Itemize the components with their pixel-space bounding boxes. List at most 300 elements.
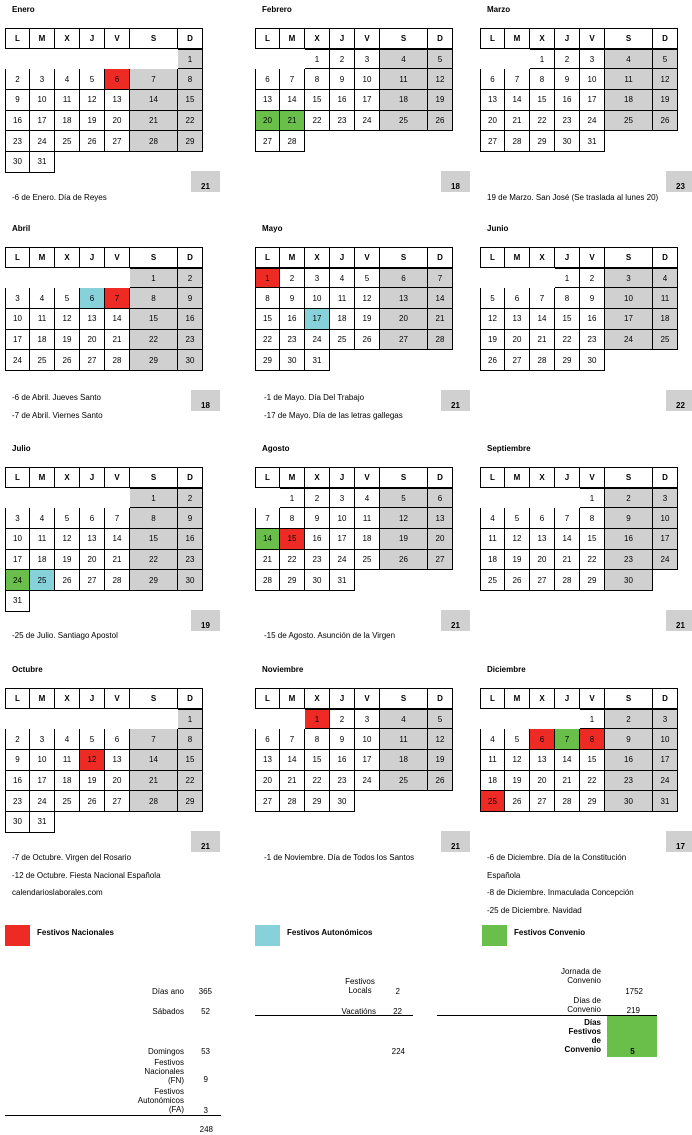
sabados-label: Sábados [152, 1007, 184, 1016]
weekday-header: V [355, 467, 380, 488]
day-cell: 21 [255, 550, 280, 571]
weekday-header: M [280, 688, 305, 709]
day-cell: 18 [380, 90, 428, 111]
month-grid [5, 247, 203, 371]
weekday-header: X [530, 467, 555, 488]
weekday-header: X [55, 688, 80, 709]
weekday-header: S [130, 467, 178, 488]
weekday-header: D [653, 247, 678, 268]
day-cell: 29 [255, 350, 280, 371]
empty-cell [30, 49, 55, 70]
day-cell: 27 [530, 791, 555, 812]
empty-cell [505, 709, 530, 730]
day-cell: 1 [555, 268, 580, 289]
weekday-header: V [105, 247, 130, 268]
holiday-note: -7 de Octubre. Virgen del Rosario [12, 853, 132, 862]
day-cell: 22 [305, 111, 330, 132]
vacaciones-value: 22 [393, 1007, 402, 1016]
day-cell: 22 [580, 771, 605, 792]
day-cell: 23 [605, 771, 653, 792]
day-cell: 6 [530, 729, 555, 750]
day-cell: 14 [530, 309, 555, 330]
day-cell: 20 [255, 111, 280, 132]
day-cell: 21 [130, 111, 178, 132]
weekday-header: D [653, 467, 678, 488]
weekday-header: L [5, 688, 30, 709]
day-cell: 11 [653, 288, 678, 309]
day-cell: 12 [428, 729, 453, 750]
day-cell: 7 [130, 729, 178, 750]
day-cell: 18 [55, 771, 80, 792]
day-cell: 8 [305, 69, 330, 90]
day-cell: 11 [380, 729, 428, 750]
weekday-header: X [55, 247, 80, 268]
day-cell: 15 [305, 90, 330, 111]
day-cell: 26 [480, 350, 505, 371]
weekday-header: X [55, 28, 80, 49]
weekday-header: J [80, 467, 105, 488]
day-cell: 13 [255, 750, 280, 771]
day-cell: 24 [305, 330, 330, 351]
weekday-header: M [30, 28, 55, 49]
day-cell: 30 [5, 812, 30, 833]
month-title: Marzo [487, 5, 511, 14]
day-cell: 28 [555, 570, 580, 591]
day-cell: 16 [330, 90, 355, 111]
day-cell: 12 [505, 529, 530, 550]
day-cell: 25 [355, 550, 380, 571]
month-grid [5, 467, 203, 612]
day-cell: 20 [105, 111, 130, 132]
day-cell: 1 [530, 49, 555, 70]
empty-cell [480, 49, 505, 70]
month-grid [5, 688, 203, 833]
day-cell: 17 [30, 771, 55, 792]
day-cell: 2 [605, 709, 653, 730]
day-cell: 21 [105, 330, 130, 351]
day-cell: 21 [428, 309, 453, 330]
weekday-header: S [605, 247, 653, 268]
day-cell: 30 [305, 570, 330, 591]
day-cell: 19 [55, 330, 80, 351]
holiday-note: -8 de Diciembre. Inmaculada Concepción [487, 888, 634, 897]
day-cell: 3 [305, 268, 330, 289]
fest-conv-label: Días Festivos de Convenio [564, 1018, 601, 1054]
day-cell: 12 [55, 309, 80, 330]
day-cell: 26 [80, 131, 105, 152]
day-cell: 5 [355, 268, 380, 289]
fn-label: Festivos Nacionales (FN) [144, 1058, 184, 1085]
empty-cell [530, 268, 555, 289]
day-cell: 9 [178, 508, 203, 529]
day-cell: 16 [280, 309, 305, 330]
day-cell: 31 [5, 591, 30, 612]
day-cell: 17 [580, 90, 605, 111]
day-cell: 10 [355, 69, 380, 90]
empty-cell [505, 49, 530, 70]
empty-cell [130, 49, 178, 70]
day-cell: 23 [5, 791, 30, 812]
weekday-header: V [105, 28, 130, 49]
weekday-header: L [480, 247, 505, 268]
day-cell: 16 [605, 529, 653, 550]
day-cell: 30 [178, 570, 203, 591]
month-grid [5, 28, 203, 173]
month-working-days-total: 21 [191, 831, 220, 852]
day-cell: 23 [330, 771, 355, 792]
month-grid [480, 467, 678, 591]
day-cell: 9 [605, 508, 653, 529]
day-cell: 10 [30, 90, 55, 111]
holiday-note: -25 de Diciembre. Navidad [487, 905, 582, 915]
day-cell: 3 [355, 49, 380, 70]
day-cell: 8 [280, 508, 305, 529]
empty-cell [280, 49, 305, 70]
weekday-header: S [380, 28, 428, 49]
day-cell: 22 [255, 330, 280, 351]
day-cell: 14 [555, 529, 580, 550]
day-cell: 24 [355, 771, 380, 792]
weekday-header: J [330, 688, 355, 709]
day-cell: 8 [178, 729, 203, 750]
day-cell: 4 [380, 49, 428, 70]
day-cell: 29 [580, 791, 605, 812]
day-cell: 23 [330, 111, 355, 132]
day-cell: 20 [530, 550, 555, 571]
day-cell: 30 [605, 791, 653, 812]
day-cell: 16 [330, 750, 355, 771]
day-cell: 15 [255, 309, 280, 330]
day-cell: 24 [653, 550, 678, 571]
day-cell: 19 [355, 309, 380, 330]
day-cell: 1 [280, 488, 305, 509]
day-cell: 10 [330, 508, 355, 529]
holiday-note: -15 de Agosto. Asunción de la Virgen [264, 631, 396, 640]
month-title: Junio [487, 224, 509, 233]
day-cell: 7 [280, 729, 305, 750]
month-working-days-total: 21 [441, 390, 470, 411]
day-cell: 6 [255, 729, 280, 750]
day-cell: 11 [380, 69, 428, 90]
day-cell: 4 [55, 69, 80, 90]
empty-cell [30, 709, 55, 730]
month-working-days-total: 18 [441, 171, 470, 192]
domingos-value: 53 [201, 1047, 210, 1056]
day-cell: 7 [555, 729, 580, 750]
day-cell: 10 [605, 288, 653, 309]
day-cell: 2 [580, 268, 605, 289]
day-cell: 15 [130, 309, 178, 330]
day-cell: 17 [330, 529, 355, 550]
day-cell: 25 [480, 791, 505, 812]
day-cell: 22 [555, 330, 580, 351]
day-cell: 2 [605, 488, 653, 509]
jornada-value: 1752 [625, 987, 643, 996]
empty-cell [530, 709, 555, 730]
day-cell: 1 [305, 49, 330, 70]
weekday-header: M [280, 28, 305, 49]
day-cell: 9 [605, 729, 653, 750]
day-cell: 2 [555, 49, 580, 70]
weekday-header: V [355, 688, 380, 709]
day-cell: 2 [305, 488, 330, 509]
day-cell: 20 [530, 771, 555, 792]
day-cell: 1 [580, 488, 605, 509]
day-cell: 23 [305, 550, 330, 571]
day-cell: 11 [330, 288, 355, 309]
empty-cell [80, 49, 105, 70]
day-cell: 3 [330, 488, 355, 509]
month-title: Noviembre [262, 665, 304, 674]
day-cell: 6 [380, 268, 428, 289]
day-cell: 29 [130, 350, 178, 371]
day-cell: 28 [530, 350, 555, 371]
weekday-header: X [530, 688, 555, 709]
day-cell: 20 [105, 771, 130, 792]
day-cell: 1 [580, 709, 605, 730]
empty-cell [30, 488, 55, 509]
day-cell: 1 [305, 709, 330, 730]
day-cell: 26 [505, 791, 530, 812]
day-cell: 4 [30, 508, 55, 529]
day-cell: 15 [580, 529, 605, 550]
day-cell: 14 [105, 309, 130, 330]
day-cell: 14 [505, 90, 530, 111]
weekday-header: V [355, 247, 380, 268]
day-cell: 31 [330, 570, 355, 591]
day-cell: 4 [30, 288, 55, 309]
holiday-note: -1 de Noviembre. Día de Todos los Santos [264, 853, 415, 862]
weekday-header: M [505, 688, 530, 709]
day-cell: 3 [653, 709, 678, 730]
day-cell: 9 [305, 508, 330, 529]
day-cell: 15 [178, 90, 203, 111]
day-cell: 22 [305, 771, 330, 792]
day-cell: 30 [605, 570, 653, 591]
empty-cell [255, 488, 280, 509]
weekday-header: X [305, 28, 330, 49]
month-title: Septiembre [487, 444, 531, 453]
day-cell: 5 [653, 49, 678, 70]
day-cell: 5 [480, 288, 505, 309]
month-working-days-total: 23 [666, 171, 692, 192]
day-cell: 28 [555, 791, 580, 812]
day-cell: 5 [505, 508, 530, 529]
day-cell: 16 [555, 90, 580, 111]
weekday-header: L [480, 28, 505, 49]
day-cell: 1 [130, 268, 178, 289]
weekday-header: J [330, 28, 355, 49]
day-cell: 30 [178, 350, 203, 371]
day-cell: 3 [5, 288, 30, 309]
weekday-header: V [355, 28, 380, 49]
day-cell: 22 [130, 550, 178, 571]
day-cell: 20 [505, 330, 530, 351]
weekday-header: J [330, 247, 355, 268]
day-cell: 4 [355, 488, 380, 509]
day-cell: 3 [30, 729, 55, 750]
month-title: Agosto [262, 444, 290, 453]
empty-cell [55, 488, 80, 509]
weekday-header: M [280, 247, 305, 268]
empty-cell [480, 709, 505, 730]
day-cell: 20 [480, 111, 505, 132]
day-cell: 17 [355, 90, 380, 111]
day-cell: 2 [178, 488, 203, 509]
day-cell: 22 [178, 111, 203, 132]
day-cell: 3 [5, 508, 30, 529]
total-mid-value: 224 [391, 1047, 405, 1056]
day-cell: 5 [380, 488, 428, 509]
day-cell: 8 [555, 288, 580, 309]
locales-label: Festivos Locals [345, 977, 375, 995]
day-cell: 17 [305, 309, 330, 330]
dias-conv-value: 219 [626, 1006, 640, 1015]
day-cell: 21 [505, 111, 530, 132]
day-cell: 7 [105, 288, 130, 309]
day-cell: 28 [428, 330, 453, 351]
month-grid [255, 467, 453, 591]
fa-label: Festivos Autonómicos (FA) [137, 1087, 184, 1114]
day-cell: 1 [178, 709, 203, 730]
day-cell: 11 [480, 750, 505, 771]
dias-conv-label: Días de Convenio [567, 996, 601, 1014]
holiday-note: -7 de Abril. Viernes Santo [12, 410, 103, 420]
day-cell: 7 [105, 508, 130, 529]
day-cell: 25 [605, 111, 653, 132]
jornada-label: Jornada de Convenio [560, 967, 601, 985]
day-cell: 30 [330, 791, 355, 812]
month-grid [480, 28, 678, 152]
day-cell: 28 [105, 570, 130, 591]
day-cell: 6 [255, 69, 280, 90]
day-cell: 18 [480, 771, 505, 792]
day-cell: 24 [330, 550, 355, 571]
day-cell: 9 [555, 69, 580, 90]
holiday-note: calendarioslaborales.com [12, 888, 103, 897]
weekday-header: D [428, 467, 453, 488]
day-cell: 18 [55, 111, 80, 132]
day-cell: 20 [255, 771, 280, 792]
day-cell: 24 [5, 350, 30, 371]
day-cell: 9 [580, 288, 605, 309]
day-cell: 5 [505, 729, 530, 750]
day-cell: 25 [330, 330, 355, 351]
day-cell: 13 [105, 90, 130, 111]
day-cell: 14 [280, 90, 305, 111]
weekday-header: D [428, 28, 453, 49]
summary-mid-rule [255, 1015, 413, 1016]
day-cell: 11 [480, 529, 505, 550]
day-cell: 19 [480, 330, 505, 351]
holiday-note: -1 de Mayo. Día Del Trabajo [264, 393, 365, 402]
day-cell: 23 [605, 550, 653, 571]
weekday-header: X [305, 467, 330, 488]
day-cell: 24 [30, 131, 55, 152]
empty-cell [280, 709, 305, 730]
day-cell: 26 [428, 771, 453, 792]
weekday-header: J [555, 688, 580, 709]
day-cell: 1 [255, 268, 280, 289]
day-cell: 25 [380, 111, 428, 132]
day-cell: 11 [30, 529, 55, 550]
day-cell: 12 [380, 508, 428, 529]
day-cell: 17 [30, 111, 55, 132]
day-cell: 6 [80, 508, 105, 529]
day-cell: 4 [653, 268, 678, 289]
empty-cell [480, 268, 505, 289]
day-cell: 30 [555, 131, 580, 152]
domingos-label: Domingos [147, 1047, 184, 1056]
day-cell: 20 [80, 330, 105, 351]
legend-autonomic-swatch [255, 925, 280, 946]
day-cell: 6 [105, 729, 130, 750]
month-grid [255, 28, 453, 152]
day-cell: 4 [330, 268, 355, 289]
day-cell: 27 [105, 131, 130, 152]
day-cell: 3 [30, 69, 55, 90]
day-cell: 28 [280, 791, 305, 812]
day-cell: 13 [80, 309, 105, 330]
day-cell: 10 [30, 750, 55, 771]
weekday-header: X [55, 467, 80, 488]
day-cell: 10 [5, 529, 30, 550]
day-cell: 15 [305, 750, 330, 771]
day-cell: 11 [55, 750, 80, 771]
day-cell: 11 [30, 309, 55, 330]
day-cell: 4 [480, 508, 505, 529]
day-cell: 23 [580, 330, 605, 351]
holiday-note: -25 de Julio. Santiago Apostol [12, 631, 118, 640]
empty-cell [555, 709, 580, 730]
month-working-days-total: 21 [666, 610, 692, 631]
weekday-header: M [30, 467, 55, 488]
day-cell: 10 [5, 309, 30, 330]
day-cell: 29 [130, 570, 178, 591]
day-cell: 1 [130, 488, 178, 509]
holiday-note: -17 de Mayo. Día de las letras gallegas [264, 410, 403, 420]
weekday-header: X [305, 247, 330, 268]
day-cell: 19 [55, 550, 80, 571]
weekday-header: V [580, 467, 605, 488]
day-cell: 14 [280, 750, 305, 771]
day-cell: 16 [178, 529, 203, 550]
day-cell: 19 [428, 90, 453, 111]
day-cell: 1 [178, 49, 203, 70]
month-title: Mayo [262, 224, 283, 233]
day-cell: 22 [580, 550, 605, 571]
month-grid [480, 247, 678, 371]
day-cell: 28 [255, 570, 280, 591]
holiday-note: -6 de Abril. Jueves Santo [12, 393, 101, 402]
day-cell: 8 [178, 69, 203, 90]
empty-cell [530, 488, 555, 509]
day-cell: 15 [178, 750, 203, 771]
weekday-header: L [255, 247, 280, 268]
day-cell: 27 [255, 791, 280, 812]
day-cell: 7 [280, 69, 305, 90]
day-cell: 28 [505, 131, 530, 152]
day-cell: 13 [105, 750, 130, 771]
day-cell: 12 [80, 90, 105, 111]
day-cell: 30 [580, 350, 605, 371]
day-cell: 6 [428, 488, 453, 509]
day-cell: 10 [653, 729, 678, 750]
legend-convenio-swatch [482, 925, 507, 946]
day-cell: 25 [55, 791, 80, 812]
day-cell: 27 [380, 330, 428, 351]
day-cell: 23 [280, 330, 305, 351]
